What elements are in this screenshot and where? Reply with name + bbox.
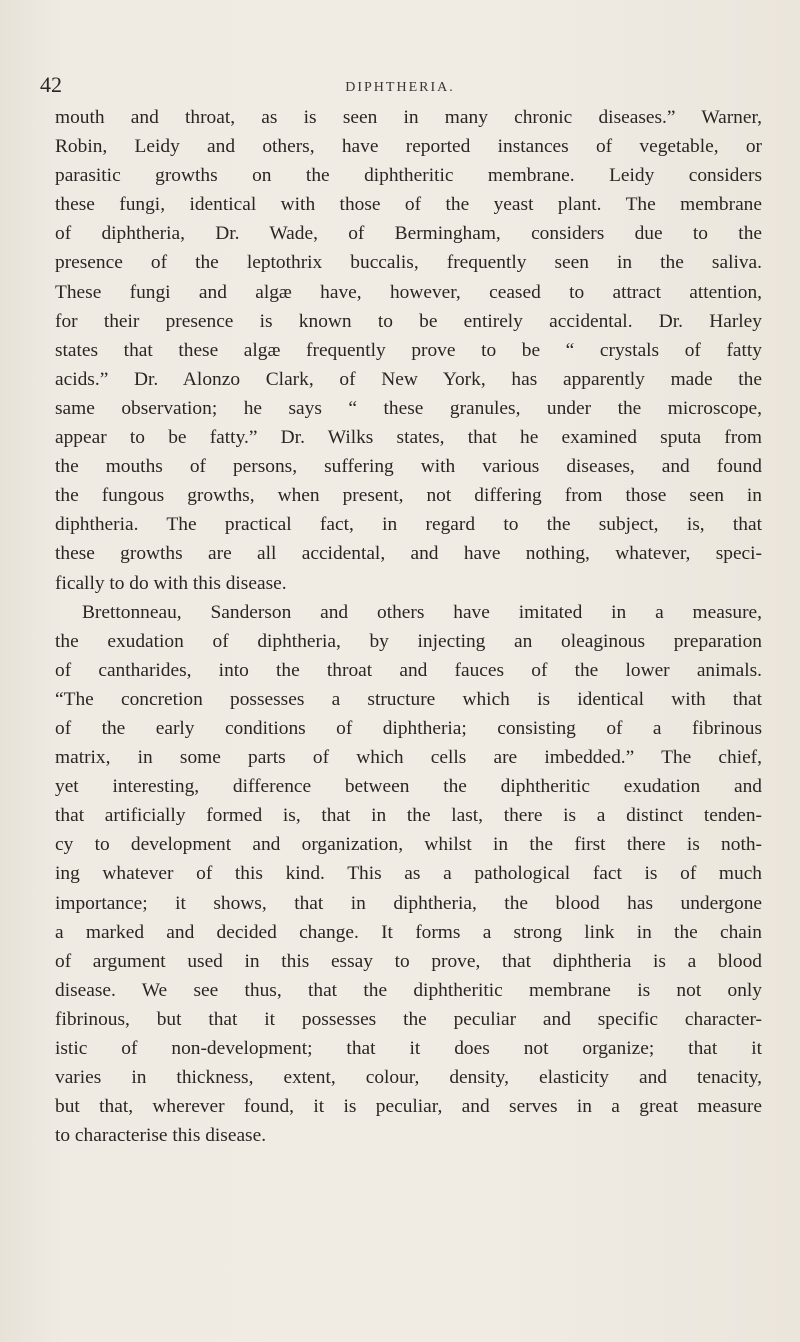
text-line: the mouths of persons, suffering with various diseases, and found bbox=[55, 456, 762, 478]
text-line: fically to do with this disease. bbox=[55, 572, 287, 594]
page-number: 42 bbox=[40, 72, 62, 97]
text-line: mouth and throat, as is seen in many chronic diseases.” Warner, bbox=[55, 107, 762, 128]
text-line: These fungi and algæ have, however, ceased to attract attention, bbox=[55, 281, 762, 303]
text-line: cy to development and organization, whilst in the first there is noth- bbox=[55, 834, 762, 856]
body-text bbox=[55, 103, 762, 1150]
text-line: Robin, Leidy and others, have reported instances of vegetable, or bbox=[55, 136, 762, 158]
text-line: istic of non-development; that it does not organize; that it bbox=[55, 1038, 762, 1059]
text-line: appear to be fatty.” Dr. Wilks states, that he examined sputa from bbox=[55, 427, 762, 449]
text-line: “The concretion possesses a structure which is identical with that bbox=[55, 688, 762, 710]
text-line: to characterise this disease. bbox=[55, 1125, 267, 1147]
text-line: the exudation of diphtheria, by injecting an oleaginous preparation bbox=[55, 630, 762, 652]
text-line: yet interesting, difference between the diphtheritic exudation and bbox=[55, 776, 762, 798]
text-line: matrix, in some parts of which cells are imbedded.” The chief, bbox=[55, 747, 762, 769]
text-line: of the early conditions of diphtheria; consisting of a fibrinous bbox=[55, 717, 762, 739]
text-line: ing whatever of this kind. This as a pathological fact is of much bbox=[55, 863, 762, 885]
text-line: that artificially formed is, that in the last, there is a distinct tenden- bbox=[55, 805, 762, 827]
text-line: these fungi, identical with those of the yeast plant. The membrane bbox=[55, 194, 762, 216]
running-head: DIPHTHERIA. bbox=[345, 80, 455, 95]
text-line: the fungous growths, when present, not differing from those seen in bbox=[55, 485, 762, 507]
text-line: these growths are all accidental, and have nothing, whatever, speci- bbox=[55, 543, 762, 565]
text-line: but that, wherever found, it is peculiar, and serves in a great measure bbox=[55, 1096, 762, 1118]
text-line: parasitic growths on the diphtheritic membrane. Leidy considers bbox=[55, 165, 762, 187]
text-line: acids.” Dr. Alonzo Clark, of New York, has apparently made the bbox=[55, 368, 762, 390]
text-line: of argument used in this essay to prove, that diphtheria is a blood bbox=[55, 950, 762, 972]
text-line: diphtheria. The practical fact, in regard to the subject, is, that bbox=[55, 514, 762, 536]
text-line: states that these algæ frequently prove to be “ crystals of fatty bbox=[55, 339, 762, 361]
text-line: Brettonneau, Sanderson and others have imitated in a measure, bbox=[82, 601, 762, 623]
text-line: fibrinous, but that it possesses the peculiar and specific character- bbox=[55, 1008, 762, 1030]
text-line: presence of the leptothrix buccalis, frequently seen in the saliva. bbox=[55, 252, 762, 274]
text-line: of cantharides, into the throat and fauces of the lower animals. bbox=[55, 659, 762, 681]
text-line: same observation; he says “ these granules, under the microscope, bbox=[55, 397, 762, 419]
text-line: importance; it shows, that in diphtheria, the blood has undergone bbox=[55, 892, 762, 914]
text-line: for their presence is known to be entirely accidental. Dr. Harley bbox=[55, 310, 762, 332]
text-line: varies in thickness, extent, colour, density, elasticity and tenacity, bbox=[55, 1067, 762, 1089]
text-line: a marked and decided change. It forms a strong link in the chain bbox=[55, 921, 762, 943]
text-line: disease. We see thus, that the diphtheritic membrane is not only bbox=[55, 979, 762, 1001]
text-line: of diphtheria, Dr. Wade, of Bermingham, considers due to the bbox=[55, 223, 762, 245]
